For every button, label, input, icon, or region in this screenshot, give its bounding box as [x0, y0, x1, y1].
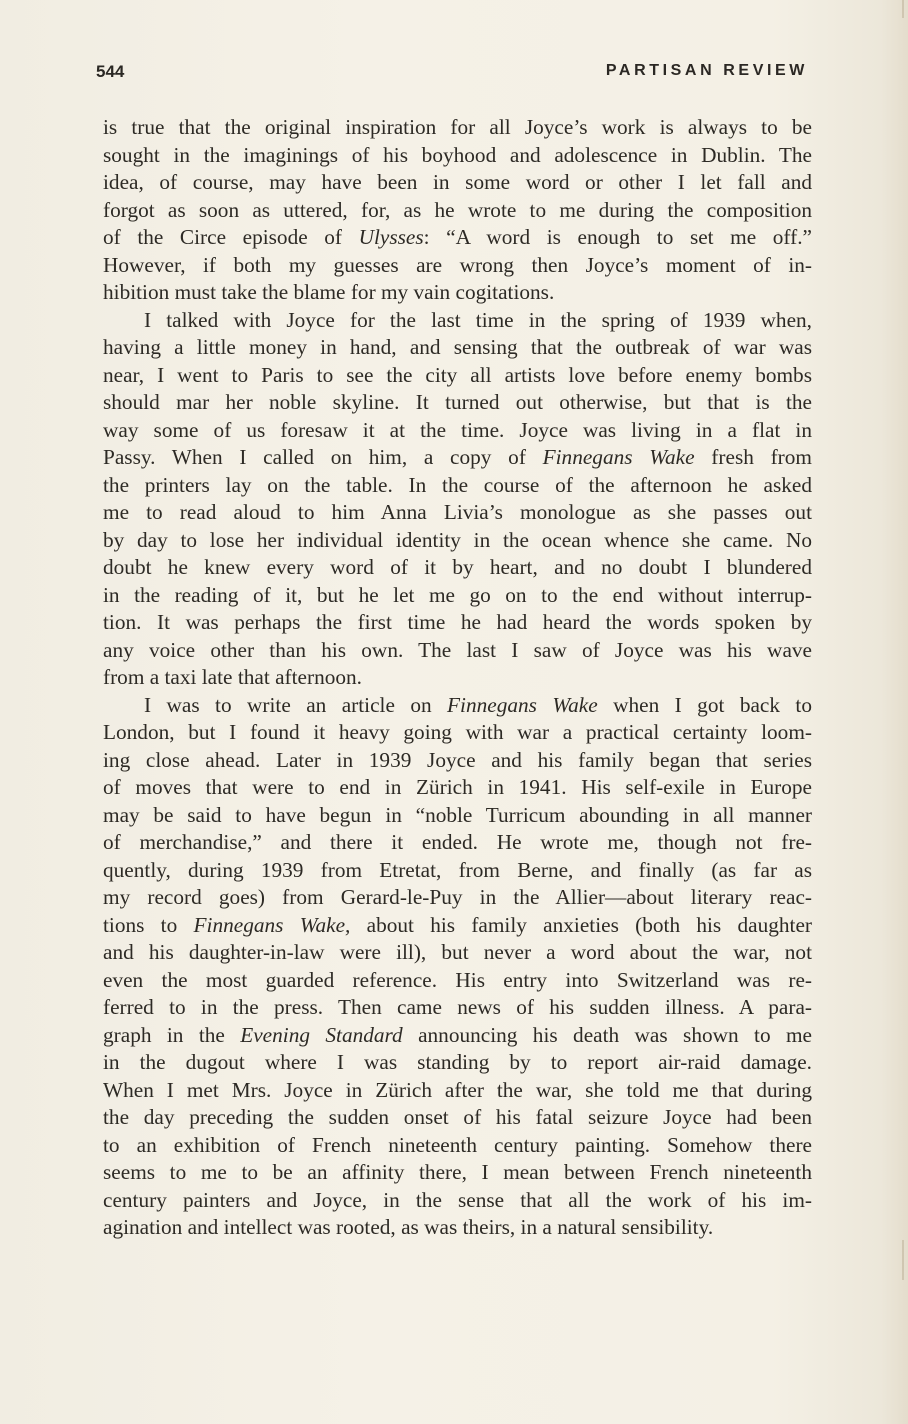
text-run: in the dugout where I was standing by to report air-raid damage.: [103, 1050, 812, 1074]
text-line: [103, 1159, 812, 1187]
text-run: near, I went to Paris to see the city all artists love before enemy bombs: [103, 362, 812, 387]
paragraph: [103, 114, 812, 307]
journal-title: PARTISAN REVIEW: [605, 62, 808, 79]
text-line: [103, 1187, 812, 1215]
text-run: way some of us foresaw it at the time. Joyce was living in a flat in: [103, 417, 812, 442]
text-run: forgot as soon as uttered, for, as he wrote to me during the composition: [103, 197, 812, 222]
text-run: announcing his death was shown to me: [402, 1022, 813, 1047]
text-line: [103, 279, 812, 307]
text-line: [103, 747, 812, 775]
text-line: [103, 527, 812, 555]
text-line: [103, 1214, 812, 1242]
text-run: London, but I found it heavy going with war a practical certainty loom-: [103, 720, 812, 744]
text-run: my record goes) from Gerard-le-Puy in the Allier—about literary reac-: [103, 885, 812, 909]
text-run: agination and intellect was rooted, as was theirs, in a natural sensibility.: [103, 1215, 714, 1239]
text-run: the printers lay on the table. In the course of the afternoon he asked: [103, 472, 812, 497]
text-run: of moves that were to end in Zürich in 1941. His self-exile in Europe: [103, 775, 812, 799]
text-run: is true that the original inspiration for all Joyce’s work is always to be: [103, 115, 812, 139]
text-run: tions to: [103, 912, 194, 937]
text-line: [103, 472, 812, 500]
paragraph: [103, 692, 812, 1242]
text-line: [103, 857, 812, 885]
text-line: [103, 444, 812, 472]
text-line: [103, 142, 812, 170]
text-run: and his daughter-in-law were ill), but never a word about the war, not: [103, 940, 812, 964]
text-run: quently, during 1939 from Etretat, from Berne, and finally (as far as: [103, 857, 812, 882]
text-line: [103, 389, 812, 417]
italic-title: Finnegans Wake: [542, 445, 695, 469]
text-run: any voice other than his own. The last I saw of Joyce was his wave: [103, 637, 812, 662]
text-run: seems to me to be an affinity there, I mean between French nineteenth: [103, 1160, 812, 1184]
text-run: I talked with Joyce for the last time in the spring of 1939 when,: [144, 307, 812, 332]
text-line: [103, 637, 812, 665]
text-line: [103, 939, 812, 967]
text-run: century painters and Joyce, in the sense that all the work of his im-: [103, 1187, 812, 1212]
text-line: [103, 664, 812, 692]
text-run: : “A word is enough to set me off.”: [423, 225, 812, 249]
text-line: [103, 1049, 812, 1077]
text-run: having a little money in hand, and sensing that the outbreak of war was: [103, 335, 812, 359]
text-line: [103, 224, 812, 252]
page-edge-mark: [902, 1240, 904, 1280]
italic-title: Finnegans Wake: [447, 692, 598, 717]
text-line: [103, 114, 812, 142]
text-run: even the most guarded reference. His entry into Switzerland was re-: [103, 967, 812, 992]
text-run: by day to lose her individual identity in the ocean whence she came. No: [103, 527, 812, 552]
page-edge-mark: [902, 0, 904, 18]
text-line: [103, 994, 812, 1022]
text-line: [103, 609, 812, 637]
text-run: ing close ahead. Later in 1939 Joyce and his family began that series: [103, 747, 812, 772]
text-line: [103, 362, 812, 390]
text-run: Passy. When I called on him, a copy of: [103, 445, 543, 469]
text-run: However, if both my guesses are wrong then Joyce’s moment of in-: [103, 252, 812, 277]
text-run: tion. It was perhaps the first time he had heard the words spoken by: [103, 610, 812, 634]
text-run: about his family anxieties (both his daughter: [350, 912, 812, 937]
text-line: [103, 912, 812, 940]
text-run: of merchandise,” and there it ended. He wrote me, though not fre-: [103, 830, 812, 854]
text-line: [103, 719, 812, 747]
text-run: to an exhibition of French nineteenth century painting. Somehow there: [103, 1132, 812, 1157]
text-line: [103, 582, 812, 610]
italic-title: Evening Standard: [240, 1022, 403, 1047]
text-line: [103, 252, 812, 280]
text-run: sought in the imaginings of his boyhood and adolescence in Dublin. The: [103, 142, 812, 167]
text-run: from a taxi late that afternoon.: [103, 665, 363, 689]
text-run: hibition must take the blame for my vain cogitations.: [103, 280, 555, 304]
text-line: [103, 884, 812, 912]
text-run: When I met Mrs. Joyce in Zürich after the war, she told me that during: [103, 1077, 812, 1102]
page-number: 544: [96, 62, 125, 81]
article-body: [103, 114, 812, 1242]
text-run: idea, of course, may have been in some word or other I let fall and: [103, 170, 812, 194]
text-line: [103, 417, 812, 445]
paragraph: [103, 307, 812, 692]
text-run: fresh from: [694, 445, 812, 469]
text-line: [103, 1077, 812, 1105]
text-line: [103, 692, 812, 720]
text-run: ferred to in the press. Then came news of his sudden illness. A para-: [103, 995, 812, 1019]
text-run: me to read aloud to him Anna Livia’s monologue as she passes out: [103, 500, 812, 524]
text-line: [103, 554, 812, 582]
text-run: graph in the: [103, 1022, 241, 1047]
text-run: the day preceding the sudden onset of his fatal seizure Joyce had been: [103, 1105, 812, 1129]
text-run: of the Circe episode of: [103, 225, 359, 249]
text-run: should mar her noble skyline. It turned out otherwise, but that is the: [103, 390, 812, 414]
text-line: [103, 774, 812, 802]
text-line: [103, 499, 812, 527]
italic-title: Finnegans Wake,: [193, 912, 351, 937]
text-run: may be said to have begun in “noble Turricum abounding in all manner: [103, 802, 812, 827]
text-run: in the reading of it, but he let me go on to the end without interrup-: [103, 582, 812, 607]
italic-title: Ulysses: [358, 225, 424, 249]
text-line: [103, 334, 812, 362]
running-head: [96, 62, 808, 86]
text-line: [103, 169, 812, 197]
text-line: [103, 307, 812, 335]
text-line: [103, 197, 812, 225]
text-line: [103, 1132, 812, 1160]
text-line: [103, 1104, 812, 1132]
text-line: [103, 967, 812, 995]
text-run: I was to write an article on: [144, 692, 448, 717]
text-line: [103, 802, 812, 830]
text-run: when I got back to: [597, 692, 812, 717]
text-run: doubt he knew every word of it by heart, and no doubt I blundered: [103, 555, 812, 579]
text-line: [103, 829, 812, 857]
text-line: [103, 1022, 812, 1050]
